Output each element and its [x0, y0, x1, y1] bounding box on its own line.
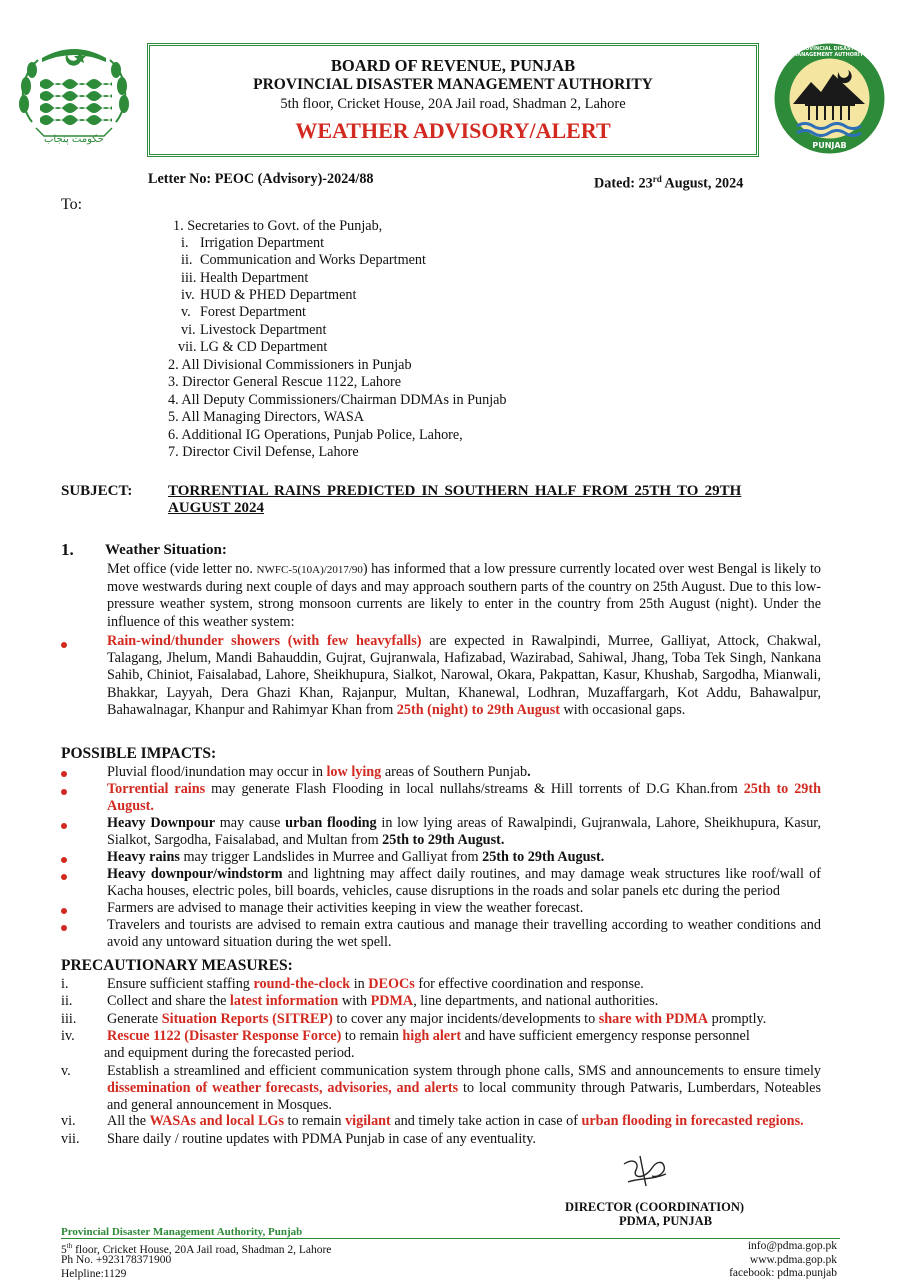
- recipient-item: 2. All Divisional Commissioners in Punjab: [168, 357, 412, 373]
- recipient-subitem: vi. Livestock Department: [181, 322, 327, 338]
- impacts-heading: POSSIBLE IMPACTS:: [61, 745, 217, 762]
- recipient-item: 7. Director Civil Defense, Lahore: [168, 444, 359, 460]
- measure-item: Share daily / routine updates with PDMA Punjab in case of any eventuality.: [107, 1131, 536, 1147]
- bullet-icon: [61, 874, 67, 880]
- footer-phone: Ph No. +923178371900: [61, 1254, 172, 1266]
- recipient-item: 4. All Deputy Commissioners/Chairman DDMAs in Punjab: [168, 392, 507, 408]
- measures-heading: PRECAUTIONARY MEASURES:: [61, 957, 293, 974]
- impact-item: Heavy Downpour may cause urban flooding in low lying areas of Rawalpindi, Gujranwala, Lahore, Sheikhupura, Kasur, Sialkot, Sargodha, Faisalabad, and Multan from 25th to 29th August.: [107, 815, 822, 849]
- subject-label: SUBJECT:: [61, 483, 133, 499]
- measure-item: Generate Situation Reports (SITREP) to cover any major incidents/developments to share with PDMA promptly.: [107, 1011, 767, 1027]
- emblem-urdu-text: حکومت پنجاب: [44, 134, 104, 145]
- bullet-icon: [61, 789, 67, 795]
- measure-item: Establish a streamlined and efficient communication system through phone calls, SMS and announcements to ensure timely dissemination of weather forecasts, advisories, and alerts to local community through Patwaris, Lumberdars, Noteables and general announcement in Mosques.: [107, 1063, 821, 1114]
- recipient-subitem: iii. Health Department: [181, 270, 309, 286]
- recipient-item: 3. Director General Rescue 1122, Lahore: [168, 374, 402, 390]
- measure-number: iii.: [61, 1011, 77, 1027]
- pdma-punjab-emblem-icon: [773, 42, 886, 155]
- recipient-subitem: v. Forest Department: [181, 304, 306, 320]
- signatory-title: DIRECTOR (COORDINATION): [565, 1200, 745, 1214]
- impact-item: Torrential rains may generate Flash Flooding in local nullahs/streams & Hill torrents of D.G Khan.from 25th to 29th August.: [107, 781, 821, 815]
- letterhead-box: [147, 43, 759, 157]
- org-address: 5th floor, Cricket House, 20A Jail road, Shadman 2, Lahore: [280, 96, 626, 112]
- bullet-icon: [61, 908, 67, 914]
- recipient-item: 1. Secretaries to Govt. of the Punjab,: [173, 218, 383, 234]
- footer-helpline: Helpline:1129: [61, 1268, 127, 1280]
- bullet-icon: [61, 771, 67, 777]
- recipient-subitem: ii. Communication and Works Department: [181, 252, 426, 268]
- impact-item: Travelers and tourists are advised to remain extra cautious and manage their travelling according to weather conditions and avoid any untoward situation during the wet spell.: [107, 917, 821, 951]
- recipient-subitem: vii. LG & CD Department: [178, 339, 328, 355]
- measure-number: iv.: [61, 1028, 75, 1044]
- measure-number: v.: [61, 1063, 71, 1079]
- pdma-emblem-ring-text: PROVINCIAL DISASTER MANAGEMENT AUTHORITY: [792, 46, 867, 58]
- measure-item: All the WASAs and local LGs to remain vigilant and timely take action in case of urban flooding in forecasted regions.: [107, 1113, 804, 1129]
- impact-item: Pluvial flood/inundation may occur in low lying areas of Southern Punjab.: [107, 764, 531, 780]
- signatory-org: PDMA, PUNJAB: [619, 1214, 713, 1228]
- measure-number: vii.: [61, 1131, 80, 1147]
- section-number: 1.: [61, 540, 74, 559]
- section-heading: Weather Situation:: [105, 542, 227, 558]
- pdma-emblem-label: PUNJAB: [812, 141, 847, 150]
- recipient-subitem: iv. HUD & PHED Department: [181, 287, 357, 303]
- recipient-item: 6. Additional IG Operations, Punjab Police, Lahore,: [168, 427, 463, 443]
- to-label: To:: [61, 196, 83, 213]
- punjab-govt-emblem-icon: [14, 42, 134, 152]
- org-pdma: PROVINCIAL DISASTER MANAGEMENT AUTHORITY: [253, 76, 653, 93]
- signature-icon: [618, 1150, 674, 1192]
- advisory-title: WEATHER ADVISORY/ALERT: [295, 118, 611, 143]
- measure-item: Ensure sufficient staffing round-the-clock in DEOCs for effective coordination and response.: [107, 976, 644, 992]
- footer-facebook[interactable]: facebook: pdma.punjab: [729, 1267, 837, 1279]
- subject-line-1: TORRENTIAL RAINS PREDICTED IN SOUTHERN HALF FROM 25TH TO 29TH: [168, 483, 742, 499]
- measure-item: Collect and share the latest information with PDMA, line departments, and national authorities.: [107, 993, 659, 1009]
- measure-item-continued: and equipment during the forecasted period.: [104, 1045, 355, 1061]
- footer-divider: [61, 1238, 840, 1239]
- footer-address: 5th floor, Cricket House, 20A Jail road, Shadman 2, Lahore: [61, 1242, 332, 1256]
- bullet-icon: [61, 642, 67, 648]
- recipient-subitem: i. Irrigation Department: [181, 235, 325, 251]
- measure-number: i.: [61, 976, 69, 992]
- bullet-icon: [61, 925, 67, 931]
- impact-item: Heavy rains may trigger Landslides in Murree and Galliyat from 25th to 29th August.: [107, 849, 605, 865]
- subject-line-2: AUGUST 2024: [168, 500, 264, 516]
- weather-situation-paragraph: Met office (vide letter no. NWFC-5(10A)/2017/90) has informed that a low pressure currently located over west Bengal is likely to move westwards during next couple of days and may approach southern parts of the country on 25th August. Due to this low-pressure weather system, strong monsoon currents are likely to enter in the country from 25th August (night). Under the influence of this weather system:: [107, 561, 821, 630]
- letter-number: Letter No: PEOC (Advisory)-2024/88: [148, 171, 374, 187]
- footer-website[interactable]: www.pdma.gop.pk: [749, 1254, 837, 1266]
- bullet-icon: [61, 857, 67, 863]
- footer-org: Provincial Disaster Management Authority, Punjab: [61, 1226, 303, 1238]
- rain-forecast-paragraph: Rain-wind/thunder showers (with few heavyfalls) are expected in Rawalpindi, Murree, Galliyat, Attock, Chakwal, Talagang, Jhelum, Mandi Bahauddin, Gujrat, Gujranwala, Hafizabad, Wazirabad, Sahiwal, Jhang, Toba Tek Singh, Nankana Sahib, Chiniot, Faisalabad, Lahore, Sheikhupura, Sialkot, Narowal, Okara, Pakpattan, Kasur, Khushab, Sargodha, Mianwali, Bhakkar, Layyah, Dera Ghazi Khan, Rajanpur, Multan, Khanewal, Lodhran, Muzaffargarh, Kot Addu, Bahawalpur, Bahawalnagar, Khanpur and Rahimyar Khan from 25th (night) to 29th August with occasional gaps.: [107, 633, 821, 718]
- impact-item: Heavy downpour/windstorm and lightning may affect daily routines, and may damage weak structures like roof/wall of Kacha houses, electric poles, bill boards, vehicles, cause disruptions in the roads and solar panels etc during the period: [107, 866, 821, 900]
- letter-date: Dated: 23rd August, 2024: [594, 174, 744, 192]
- measure-item: Rescue 1122 (Disaster Response Force) to remain high alert and have sufficient emergency response personnel: [107, 1028, 750, 1044]
- org-board: BOARD OF REVENUE, PUNJAB: [330, 56, 576, 75]
- measure-number: vi.: [61, 1113, 76, 1129]
- measure-number: ii.: [61, 993, 73, 1009]
- footer-email[interactable]: info@pdma.gop.pk: [747, 1240, 837, 1252]
- impact-item: Farmers are advised to manage their activities keeping in view the weather forecast.: [107, 900, 584, 916]
- bullet-icon: [61, 823, 67, 829]
- recipient-item: 5. All Managing Directors, WASA: [168, 409, 364, 425]
